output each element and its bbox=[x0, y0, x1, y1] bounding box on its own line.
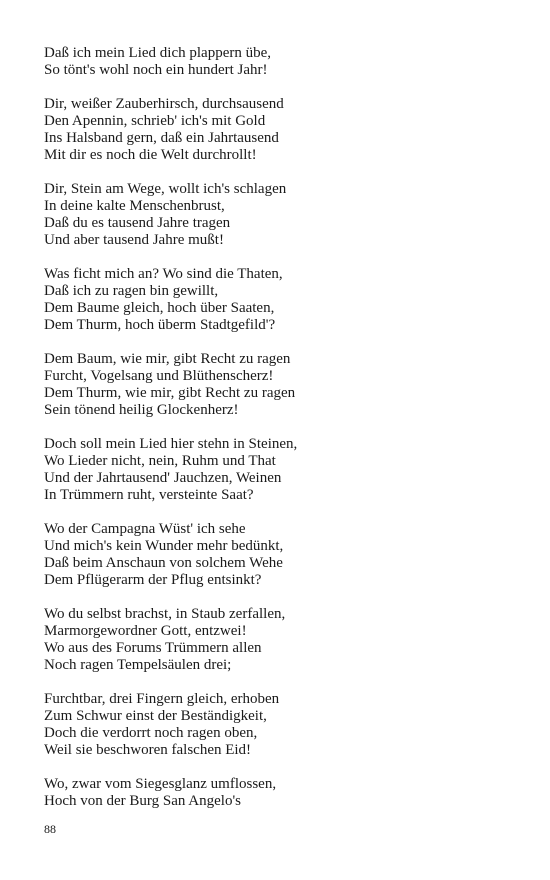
page-number: 88 bbox=[44, 822, 56, 836]
poem-line: In deine kalte Menschenbrust, bbox=[44, 198, 225, 214]
poem-line: Und aber tausend Jahre mußt! bbox=[44, 232, 224, 248]
poem-line: Und mich's kein Wunder mehr bedünkt, bbox=[44, 538, 284, 554]
poem-line: Marmorgewordner Gott, entzwei! bbox=[44, 623, 247, 639]
poem-line: Weil sie beschworen falschen Eid! bbox=[44, 742, 252, 758]
stanza bbox=[44, 606, 514, 674]
poem-line: Wo aus des Forums Trümmern allen bbox=[44, 640, 262, 656]
poem-line: Daß beim Anschaun von solchem Wehe bbox=[44, 555, 283, 571]
poem-line: Und der Jahrtausend' Jauchzen, Weinen bbox=[44, 470, 282, 486]
poem-line: Doch soll mein Lied hier stehn in Steinen, bbox=[44, 436, 298, 452]
poem-line: Zum Schwur einst der Beständigkeit, bbox=[44, 708, 267, 724]
poem-line: Doch die verdorrt noch ragen oben, bbox=[44, 725, 258, 741]
stanza bbox=[44, 436, 514, 504]
poem-line: Daß ich mein Lied dich plappern übe, bbox=[44, 45, 272, 61]
stanza bbox=[44, 266, 514, 334]
poem-line: Wo der Campagna Wüst' ich sehe bbox=[44, 521, 246, 537]
poem-line: Furcht, Vogelsang und Blüthenscherz! bbox=[44, 368, 274, 384]
poem-line: Den Apennin, schrieb' ich's mit Gold bbox=[44, 113, 266, 129]
poem-line: Was ficht mich an? Wo sind die Thaten, bbox=[44, 266, 283, 282]
poem-line: Wo Lieder nicht, nein, Ruhm und That bbox=[44, 453, 276, 469]
poem-line: Dir, Stein am Wege, wollt ich's schlagen bbox=[44, 181, 287, 197]
poem-line: So tönt's wohl noch ein hundert Jahr! bbox=[44, 62, 268, 78]
stanza bbox=[44, 521, 514, 589]
poem-line: Ins Halsband gern, daß ein Jahrtausend bbox=[44, 130, 279, 146]
poem-line: Dem Pflügerarm der Pflug entsinkt? bbox=[44, 572, 262, 588]
stanza bbox=[44, 776, 514, 810]
poem-line: In Trümmern ruht, versteinte Saat? bbox=[44, 487, 254, 503]
poem-line: Wo du selbst brachst, in Staub zerfallen, bbox=[44, 606, 286, 622]
stanza bbox=[44, 181, 514, 249]
stanza bbox=[44, 45, 514, 79]
poem-text bbox=[44, 45, 514, 827]
stanza bbox=[44, 351, 514, 419]
stanza bbox=[44, 96, 514, 164]
poem-line: Dir, weißer Zauberhirsch, durchsausend bbox=[44, 96, 284, 112]
poem-line: Daß du es tausend Jahre tragen bbox=[44, 215, 231, 231]
poem-line: Dem Baum, wie mir, gibt Recht zu ragen bbox=[44, 351, 291, 367]
poem-line: Hoch von der Burg San Angelo's bbox=[44, 793, 241, 809]
poem-line: Daß ich zu ragen bin gewillt, bbox=[44, 283, 219, 299]
poem-line: Noch ragen Tempelsäulen drei; bbox=[44, 657, 232, 673]
poem-line: Sein tönend heilig Glockenherz! bbox=[44, 402, 239, 418]
stanza bbox=[44, 691, 514, 759]
poem-line: Furchtbar, drei Fingern gleich, erhoben bbox=[44, 691, 280, 707]
poem-line: Wo, zwar vom Siegesglanz umflossen, bbox=[44, 776, 277, 792]
poem-line: Mit dir es noch die Welt durchrollt! bbox=[44, 147, 257, 163]
poem-line: Dem Thurm, hoch überm Stadtgefild'? bbox=[44, 317, 276, 333]
poem-line: Dem Baume gleich, hoch über Saaten, bbox=[44, 300, 275, 316]
poem-line: Dem Thurm, wie mir, gibt Recht zu ragen bbox=[44, 385, 296, 401]
